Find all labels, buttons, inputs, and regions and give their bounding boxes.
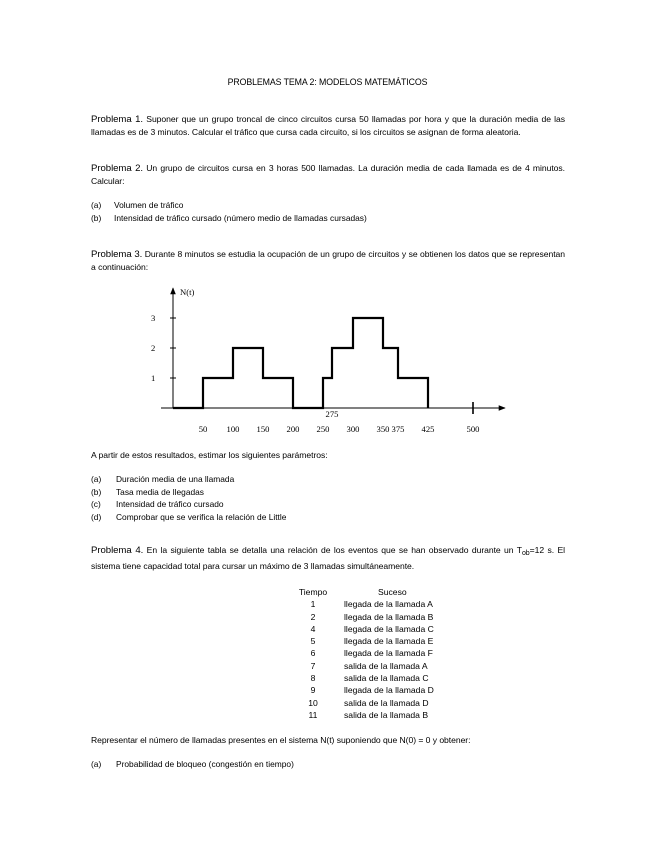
x-tick-label: 375 <box>391 424 405 434</box>
column-header-suceso: Suceso <box>378 587 407 597</box>
cell-event: llegada de la llamada F <box>344 648 433 659</box>
list-item-label: (d) <box>91 511 102 522</box>
problem-1-heading: Problema 1. <box>91 114 144 125</box>
list-item-text: Tasa media de llegadas <box>116 486 204 497</box>
y-tick-label: 1 <box>151 373 156 383</box>
table-row <box>288 635 486 647</box>
cell-event: salida de la llamada D <box>344 697 429 708</box>
page-title: PROBLEMAS TEMA 2: MODELOS MATEMÁTICOS <box>227 77 428 87</box>
y-axis-label: N(t) <box>180 287 195 297</box>
cell-event: salida de la llamada B <box>344 709 429 720</box>
problem-2-text: Un grupo de circuitos cursa en 3 horas 500 llamadas. La duración media de cada llamada es de 4 minutos. Calcular: <box>91 163 565 186</box>
list-item <box>91 486 565 499</box>
x-tick-label: 300 <box>346 424 360 434</box>
step-series-line <box>173 318 428 408</box>
table-row <box>288 660 486 672</box>
x-tick-label: 250 <box>316 424 330 434</box>
cell-time: 7 <box>310 660 316 671</box>
cell-time: 2 <box>310 611 316 622</box>
list-item <box>91 473 565 486</box>
cell-event: salida de la llamada C <box>344 673 429 684</box>
cell-time: 4 <box>310 623 316 634</box>
cell-event: llegada de la llamada C <box>344 623 434 634</box>
table-header-row <box>288 586 486 598</box>
problem-4-list <box>91 758 565 771</box>
list-item <box>91 511 565 524</box>
column-header-tiempo: Tiempo <box>298 587 328 597</box>
cell-time: 5 <box>310 636 316 647</box>
x-tick-label: 350 <box>376 424 390 434</box>
list-item-label: (a) <box>91 759 102 769</box>
problem-2-list <box>91 199 565 224</box>
x-tick-label: 150 <box>256 424 270 434</box>
x-tick-label: 500 <box>466 424 480 434</box>
problem-2-heading: Problema 2. <box>91 163 144 174</box>
cell-event: llegada de la llamada B <box>344 611 434 622</box>
list-item-label: (b) <box>91 486 102 497</box>
cell-time: 8 <box>310 673 316 684</box>
problem-4-text: En la siguiente tabla se detalla una relación de los eventos que se han observado durante un T <box>146 545 522 555</box>
x-tick-label: 100 <box>226 424 240 434</box>
table-row <box>288 611 486 623</box>
x-tick-label: 275 <box>325 409 339 419</box>
cell-time: 1 <box>310 599 316 610</box>
table-row <box>288 709 486 721</box>
list-item-label: (c) <box>91 499 101 509</box>
list-item-text: Volumen de tráfico <box>114 200 184 210</box>
table-row <box>288 684 486 696</box>
cell-event: llegada de la llamada D <box>344 685 434 696</box>
events-table <box>288 586 486 721</box>
problem-3-list <box>91 473 565 523</box>
table-row <box>288 697 486 709</box>
cell-time: 6 <box>310 648 316 659</box>
problem-3 <box>91 248 565 274</box>
problem-3-text: Durante 8 minutos se estudia la ocupación de un grupo de circuitos y se obtienen los datos que se representan a continuación: <box>91 249 565 272</box>
problem-3-after-text: A partir de estos resultados, estimar los siguientes parámetros: <box>91 450 328 460</box>
occupancy-chart <box>0 280 655 440</box>
problem-4 <box>91 544 565 573</box>
list-item-label: (a) <box>91 474 102 484</box>
problem-2 <box>91 162 565 188</box>
list-item-text: Intensidad de tráfico cursado <box>116 499 224 509</box>
table-row <box>288 672 486 684</box>
table-row <box>288 623 486 635</box>
problem-3-heading: Problema 3. <box>91 249 143 260</box>
cell-event: llegada de la llamada A <box>344 599 433 610</box>
cell-event: llegada de la llamada E <box>344 636 434 647</box>
problem-4-heading: Problema 4. <box>91 545 144 556</box>
list-item-text: Duración media de una llamada <box>116 474 235 484</box>
problem-4-text-cont: =12 s. El sistema tiene capacidad total para cursar un máximo de 3 llamadas simultáneamente. <box>91 545 566 571</box>
problem-4-subscript: ob <box>521 550 530 557</box>
list-item-label: (a) <box>91 200 102 210</box>
table-row <box>288 647 486 659</box>
list-item <box>91 758 565 771</box>
cell-time: 11 <box>308 709 318 720</box>
list-item <box>91 212 565 225</box>
cell-time: 9 <box>310 685 316 696</box>
list-item-text: Intensidad de tráfico cursado (número medio de llamadas cursadas) <box>114 212 367 223</box>
y-tick-label: 2 <box>151 343 156 353</box>
x-tick-label: 425 <box>421 424 435 434</box>
list-item-text: Comprobar que se verifica la relación de Little <box>116 511 287 522</box>
list-item <box>91 199 565 212</box>
x-tick-label: 200 <box>286 424 300 434</box>
list-item <box>91 498 565 511</box>
x-tick-label: 50 <box>198 424 208 434</box>
cell-event: salida de la llamada A <box>344 660 428 671</box>
list-item-text: Probabilidad de bloqueo (congestión en tiempo) <box>116 759 294 769</box>
y-tick-label: 3 <box>151 313 156 323</box>
cell-time: 10 <box>308 697 318 708</box>
problem-4-after-text: Representar el número de llamadas presentes en el sistema N(t) suponiendo que N(0) = 0 y obtener: <box>91 735 471 745</box>
table-row <box>288 598 486 610</box>
list-item-label: (b) <box>91 212 102 223</box>
problem-1 <box>91 113 565 139</box>
problem-1-text: Suponer que un grupo troncal de cinco circuitos cursa 50 llamadas por hora y que la duración media de las llamadas es de 3 minutos. Calcular el tráfico que cursa cada circuito, si los circuitos se asignan de forma aleatoria. <box>91 114 565 137</box>
